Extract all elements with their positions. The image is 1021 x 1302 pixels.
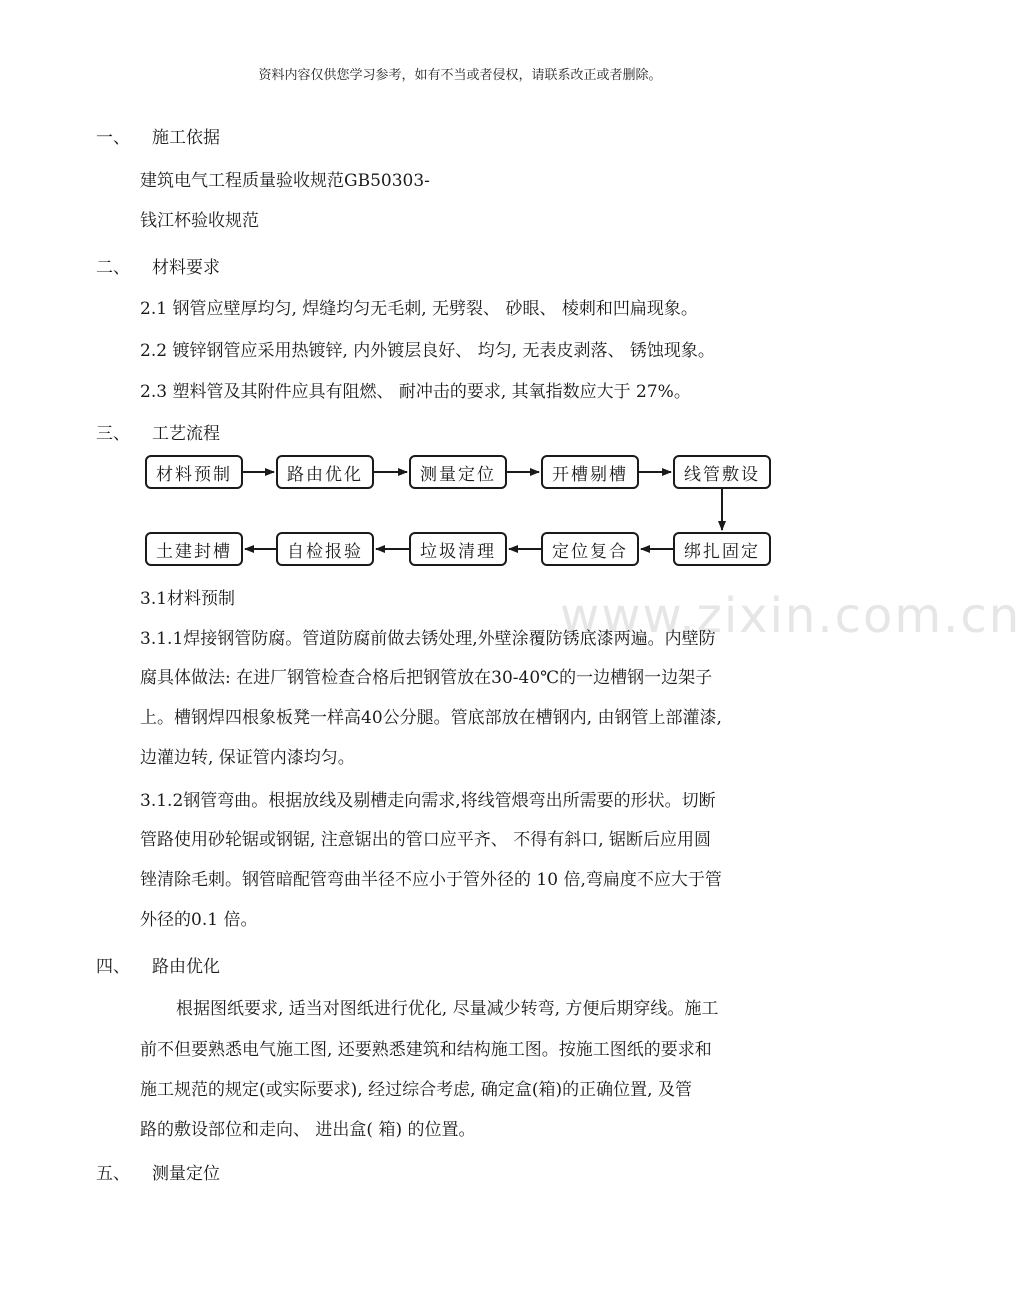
paragraph-line: 上。槽钢焊四根象板凳一样高40公分腿。管底部放在槽钢内, 由钢管上部灌漆, [140,708,722,728]
section-title: 施工依据 [152,128,220,148]
flow-step-civil-sealing: 土建封槽 [145,532,243,566]
basis-line: 钱江杯验收规范 [140,211,259,231]
section-number: 二、 [96,258,130,278]
material-item: 2.2 镀锌钢管应采用热镀锌, 内外镀层良好、 均匀, 无表皮剥落、 锈蚀现象。 [140,341,715,361]
section-title: 路由优化 [152,957,220,977]
paragraph-line: 边灌边转, 保证管内漆均匀。 [140,748,355,768]
paragraph-line: 3.1.1焊接钢管防腐。管道防腐前做去锈处理,外壁涂覆防锈底漆两遍。内壁防 [140,629,716,649]
paragraph-line: 路的敷设部位和走向、 进出盒( 箱) 的位置。 [140,1120,476,1140]
paragraph-line: 管路使用砂轮锯或钢锯, 注意锯出的管口应平齐、 不得有斜口, 锯断后应用圆 [140,830,712,850]
copyright-notice: 资料内容仅供您学习参考，如有不当或者侵权，请联系改正或者删除。 [258,68,662,83]
flow-step-slotting: 开槽剔槽 [541,455,639,489]
material-item: 2.3 塑料管及其附件应具有阻燃、 耐冲击的要求, 其氧指数应大于 27%。 [140,382,691,402]
watermark: www.zixin.com.cn [560,588,1021,644]
section-number: 一、 [96,128,130,148]
paragraph-line: 根据图纸要求, 适当对图纸进行优化, 尽量减少转弯, 方便后期穿线。施工 [176,999,719,1019]
flow-step-conduit-laying: 线管敷设 [673,455,771,489]
section-title: 测量定位 [152,1164,220,1184]
flow-step-position-recheck: 定位复合 [541,532,639,566]
section-number: 四、 [96,957,130,977]
flow-step-survey-position: 测量定位 [409,455,507,489]
flow-step-route-optimize: 路由优化 [276,455,374,489]
basis-line: 建筑电气工程质量验收规范GB50303- [140,171,430,191]
flow-step-binding-fixing: 绑扎固定 [673,532,771,566]
paragraph-line: 前不但要熟悉电气施工图, 还要熟悉建筑和结构施工图。按施工图纸的要求和 [140,1040,712,1060]
paragraph-line: 3.1.2钢管弯曲。根据放线及剔槽走向需求,将线管煨弯出所需要的形状。切断 [140,791,716,811]
paragraph-line: 施工规范的规定(或实际要求), 经过综合考虑, 确定盒(箱)的正确位置, 及管 [140,1080,692,1100]
flow-step-self-inspect: 自检报验 [276,532,374,566]
flow-step-material-prefab: 材料预制 [145,455,243,489]
subsection-title: 3.1材料预制 [140,589,236,609]
section-title: 材料要求 [152,258,220,278]
section-number: 三、 [96,424,130,444]
flow-step-waste-cleanup: 垃圾清理 [409,532,507,566]
paragraph-line: 锉清除毛刺。钢管暗配管弯曲半径不应小于管外径的 10 倍,弯扁度不应大于管 [140,870,722,890]
paragraph-line: 腐具体做法: 在进厂钢管检查合格后把钢管放在30-40℃的一边槽钢一边架子 [140,668,713,688]
section-number: 五、 [96,1164,130,1184]
material-item: 2.1 钢管应壁厚均匀, 焊缝均匀无毛刺, 无劈裂、 砂眼、 棱刺和凹扁现象。 [140,299,698,319]
section-title: 工艺流程 [152,424,220,444]
paragraph-line: 外径的0.1 倍。 [140,910,258,930]
